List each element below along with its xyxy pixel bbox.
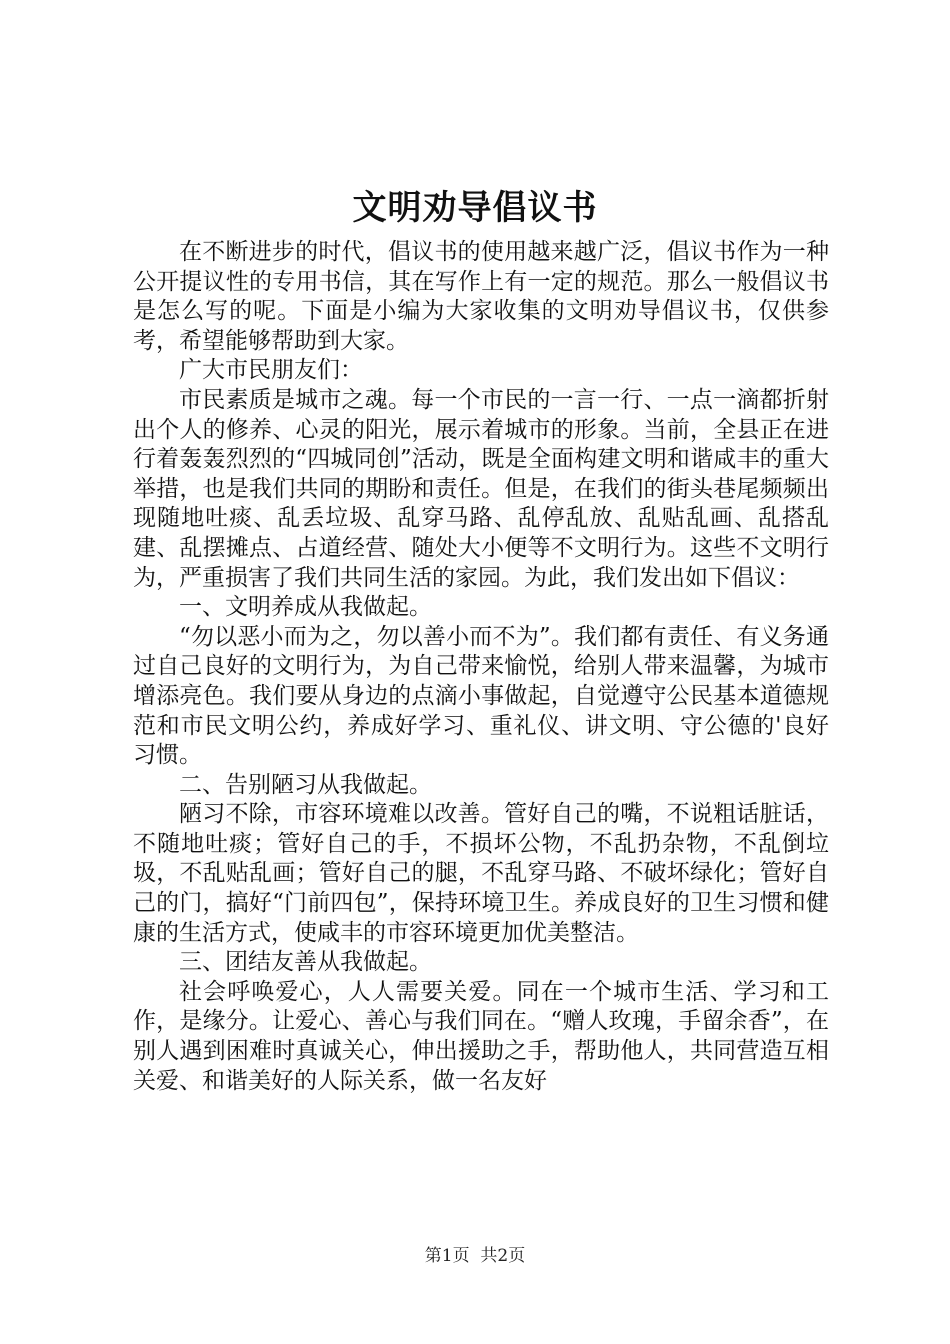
document-title: 文明劝导倡议书 [352, 188, 598, 228]
page-total: 共2页 [480, 1246, 526, 1266]
page-number: 第1页 [424, 1246, 470, 1266]
body-paragraph: “勿以恶小而为之，勿以善小而不为”。我们都有责任、有义务通过自己良好的文明行为，为自己带来愉悦，给别人带来温馨，为城市增添亮色。我们要从身边的点滴小事做起，自觉遵守公民基本道德规范和市民文明公约，养成好学习、重礼仪、讲文明、守公德的'良好习惯。 [133, 623, 829, 769]
page-footer [0, 1244, 950, 1268]
intro-paragraph: 在不断进步的时代，倡议书的使用越来越广泛，倡议书作为一种公开提议性的专用书信，其在写作上有一定的规范。那么一般倡议书是怎么写的呢。下面是小编为大家收集的文明劝导倡议书，仅供参考，希望能够帮助到大家。 [133, 239, 829, 354]
section-heading-3: 三、团结友善从我做起。 [179, 949, 432, 976]
document-body [133, 238, 829, 1096]
footer-spacer [470, 1246, 481, 1266]
section-heading-1: 一、文明养成从我做起。 [179, 594, 432, 621]
body-paragraph: 陋习不除，市容环境难以改善。管好自己的嘴，不说粗话脏话，不随地吐痰；管好自己的手，不损坏公物，不乱扔杂物，不乱倒垃圾，不乱贴乱画；管好自己的腿，不乱穿马路、不破坏绿化；管好自己的门，搞好“门前四包”，保持环境卫生。养成良好的卫生习惯和健康的生活方式，使咸丰的市容环境更加优美整洁。 [133, 801, 829, 946]
body-paragraph: 市民素质是城市之魂。每一个市民的一言一行、一点一滴都折射出个人的修养、心灵的阳光，展示着城市的形象。当前，全县正在进行着轰轰烈烈的“四城同创”活动，既是全面构建文明和谐咸丰的重大举措，也是我们共同的期盼和责任。但是，在我们的街头巷尾频频出现随地吐痰、乱丢垃圾、乱穿马路、乱停乱放、乱贴乱画、乱搭乱建、乱摆摊点、占道经营、随处大小便等不文明行为。这些不文明行为，严重损害了我们共同生活的家园。为此，我们发出如下倡议： [133, 386, 829, 591]
body-paragraph: 社会呼唤爱心，人人需要关爱。同在一个城市生活、学习和工作，是缘分。让爱心、善心与我们同在。“赠人玫瑰，手留余香”，在别人遇到困难时真诚关心，伸出援助之手，帮助他人，共同营造互相关爱、和谐美好的人际关系，做一名友好 [133, 978, 829, 1094]
salutation: 广大市民朋友们： [179, 357, 363, 384]
section-heading-2: 二、告别陋习从我做起。 [179, 771, 432, 798]
